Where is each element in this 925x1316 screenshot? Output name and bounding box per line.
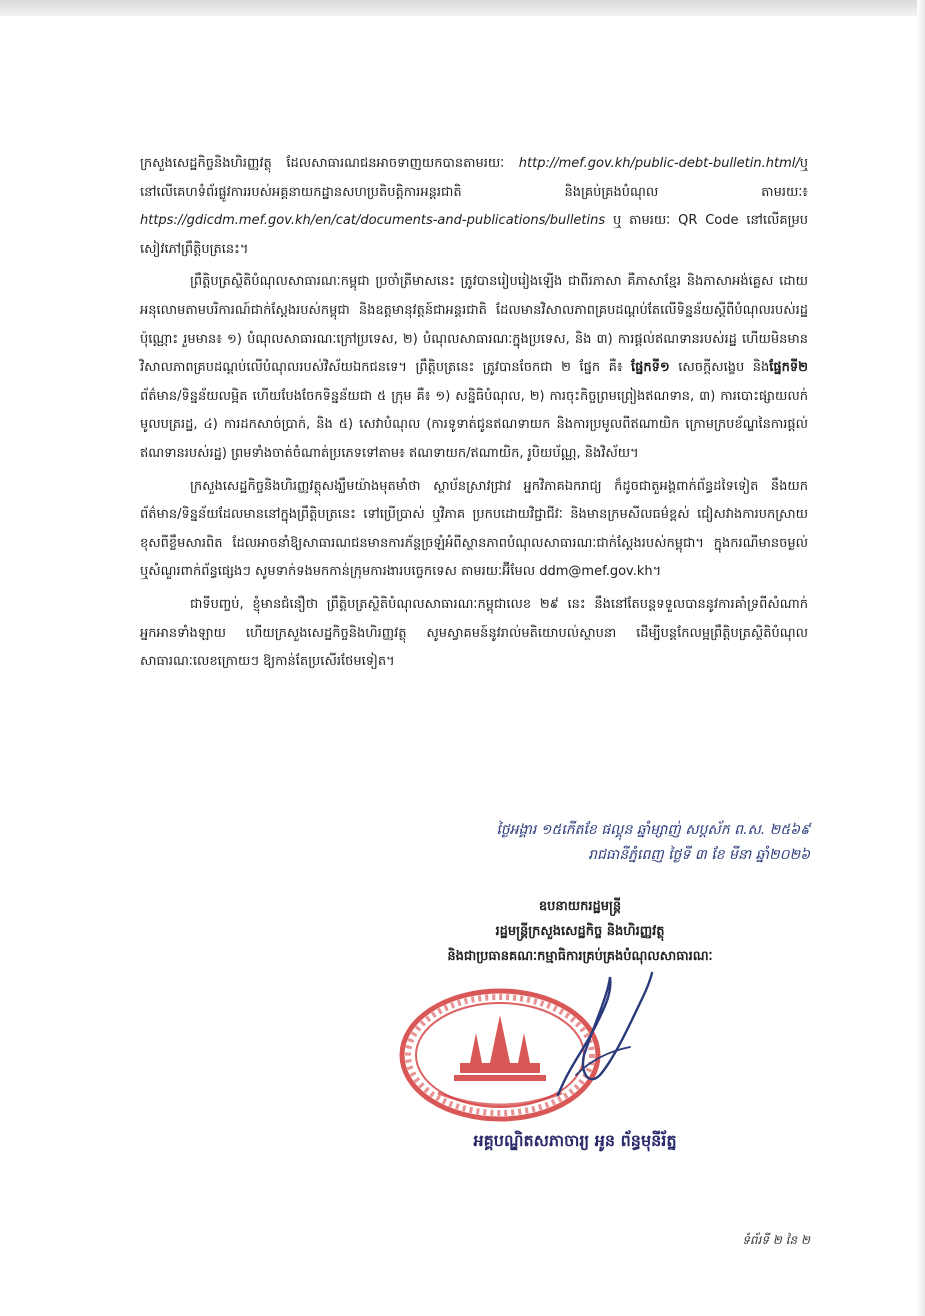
handwritten-signature	[540, 955, 660, 1105]
paragraph-1	[140, 150, 808, 264]
paragraph-text: ក្រសួងសេដ្ឋកិច្ចនិងហិរញ្ញវត្ថុសង្ឃឹមយ៉ាងមុតមាំថា ស្ថាប័នស្រាវជ្រាវ អ្នកវិភាគឯករាជ្យ ក៏ដូចជាតួអង្គពាក់ព័ន្ធដទៃទៀត នឹងយកព័ត៌មាន/ទិន្នន័យដែលមាននៅក្នុងព្រឹត្តិបត្រនេះ ទៅប្រើប្រាស់ ឬវិភាគ ប្រកបដោយវិជ្ជាជីវៈ និងមានក្រមសីលធម៌ខ្ពស់ ជៀសវាងការបកស្រាយខុសពីខ្លឹមសារពិត ដែលអាចនាំឱ្យសាធារណជនមានការភ័ន្តច្រឡំអំពីស្ថានភាពបំណុលសាធារណៈជាក់ស្តែងរបស់កម្ពុជា។ ក្នុងករណីមានចម្ងល់ ឬសំណួរពាក់ព័ន្ធផ្សេងៗ សូមទាក់ទងមកកាន់ក្រុមការងារបច្ចេកទេស តាមរយៈអ៊ីមែល ddm@mef.gov.kh។	[140, 478, 808, 580]
paragraph-text: ព្រឹត្តិបត្រស្ថិតិបំណុលសាធារណៈកម្ពុជា ប្រចាំត្រីមាសនេះ ត្រូវបានរៀបរៀងឡើង ជាពីរភាសា គឺភាសាខ្មែរ និងភាសាអង់គ្លេស ដោយអនុលោមតាមបរិការណ៍ជាក់ស្តែងរបស់កម្ពុជា និងឧត្តមានុវត្តន៍ជាអន្តរជាតិ ដែលមានវិសាលភាពគ្របដណ្តប់តែលើទិន្នន័យស្តីពីបំណុលរបស់រដ្ឋប៉ុណ្ណោះ រួមមាន៖ ១) បំណុលសាធារណៈក្រៅប្រទេស, ២) បំណុលសាធារណៈក្នុងប្រទេស, និង ៣) ការផ្តល់ឥណទានរបស់រដ្ឋ ហើយមិនមានវិសាលភាពគ្របដណ្តប់លើបំណុលរបស់វិស័យឯកជនទេ។ ព្រឹត្តិបត្រនេះ ត្រូវបានចែកជា ២ ផ្នែក គឺ៖	[140, 274, 808, 376]
body-text	[140, 150, 808, 681]
date-block	[340, 820, 810, 866]
paragraph-text: ជាទីបញ្ចប់, ខ្ញុំមានជំនឿថា ព្រឹត្តិបត្រស្ថិតិបំណុលសាធារណៈកម្ពុជាលេខ ២៩ នេះ នឹងនៅតែបន្តទទួលបាននូវការគាំទ្រពីសំណាក់អ្នកអានទាំងឡាយ ហើយក្រសួងសេដ្ឋកិច្ចនិងហិរញ្ញវត្ថុ សូមស្វាគមន៍នូវរាល់មតិយោបល់ស្ថាបនា ដើម្បីបន្តកែលម្អព្រឹត្តិបត្រស្ថិតិបំណុលសាធារណៈលេខក្រោយៗ ឱ្យកាន់តែប្រសើរថែមទៀត។	[140, 596, 808, 670]
gdicdm-url-link[interactable]: https://gdicdm.mef.gov.kh/en/cat/documents-and-publications/bulletins	[140, 213, 606, 229]
paragraph-text: សេចក្តីសង្ខេប និង	[669, 360, 770, 376]
paragraph-text: ព័ត៌មាន/ទិន្នន័យលម្អិត ហើយបែងចែកទិន្នន័យជា ៥ ក្រុម គឺ៖ ១) សន្និធិបំណុល, ២) ការចុះកិច្ចព្រមព្រៀងឥណទាន, ៣) ការបោះផ្សាយលក់មូលបត្ររដ្ឋ, ៤) ការដកសាច់ប្រាក់, និង ៥) សេវាបំណុល (ការទូទាត់ជូនឥណទាយក និងការប្រមូលពីឥណាយិក ក្រោមក្របខ័ណ្ឌនៃការផ្តល់ឥណទានរបស់រដ្ឋ) ព្រមទាំងចាត់ចំណាត់ប្រភេទទៅតាម៖ ឥណទាយក/ឥណាយិក, រូបិយប័ណ្ណ, និងវិស័យ។	[140, 388, 808, 461]
title-line: រដ្ឋមន្ត្រីក្រសួងសេដ្ឋកិច្ច និងហិរញ្ញវត្ថុ	[495, 924, 665, 939]
signer-name: អគ្គបណ្ឌិតសភាចារ្យ អូន ព័ន្ធមុនីរ័ត្ន	[473, 1131, 677, 1150]
title-line: និងជាប្រធានគណៈកម្មាធិការគ្រប់គ្រងបំណុលសាធារណៈ	[447, 949, 713, 964]
title-line: ឧបនាយករដ្ឋមន្ត្រី	[538, 899, 622, 914]
page-number: ទំព័រទី ២ នៃ ២	[742, 1233, 810, 1247]
part-one-label: ផ្នែកទី១	[631, 360, 670, 376]
paragraph-4	[140, 591, 808, 677]
paragraph-text: ឬ តាមរយៈ QR Code នៅលើគម្របសៀវភៅព្រឹត្តិបត្រនេះ។	[140, 213, 808, 257]
lunar-date: ថ្ងៃអង្គារ ១៥កើតខែ ផល្គុន ឆ្នាំម្សាញ់ សប្តស័ក ព.ស. ២៥៦៩	[496, 822, 810, 838]
bulletin-url-link[interactable]: http://mef.gov.kh/public-debt-bulletin.html/	[518, 156, 800, 171]
solar-date: រាជធានីភ្នំពេញ ថ្ងៃទី ៣ ខែ មីនា ឆ្នាំ២០២៦	[588, 847, 810, 863]
paragraph-text: ឬ នៅលើគេហទំព័រផ្លូវការរបស់អគ្គនាយកដ្ឋានសហប្រតិបត្តិការអន្តរជាតិ និងគ្រប់គ្រងបំណុល តាមរយៈ៖	[140, 156, 808, 200]
paragraph-text: ក្រសួងសេដ្ឋកិច្ចនិងហិរញ្ញវត្ថុ ដែលសាធារណជនអាចទាញយកបានតាមរយៈ	[140, 156, 519, 171]
paragraph-3	[140, 473, 808, 587]
paragraph-2	[140, 268, 808, 468]
part-two-label: ផ្នែកទី២	[769, 360, 808, 376]
